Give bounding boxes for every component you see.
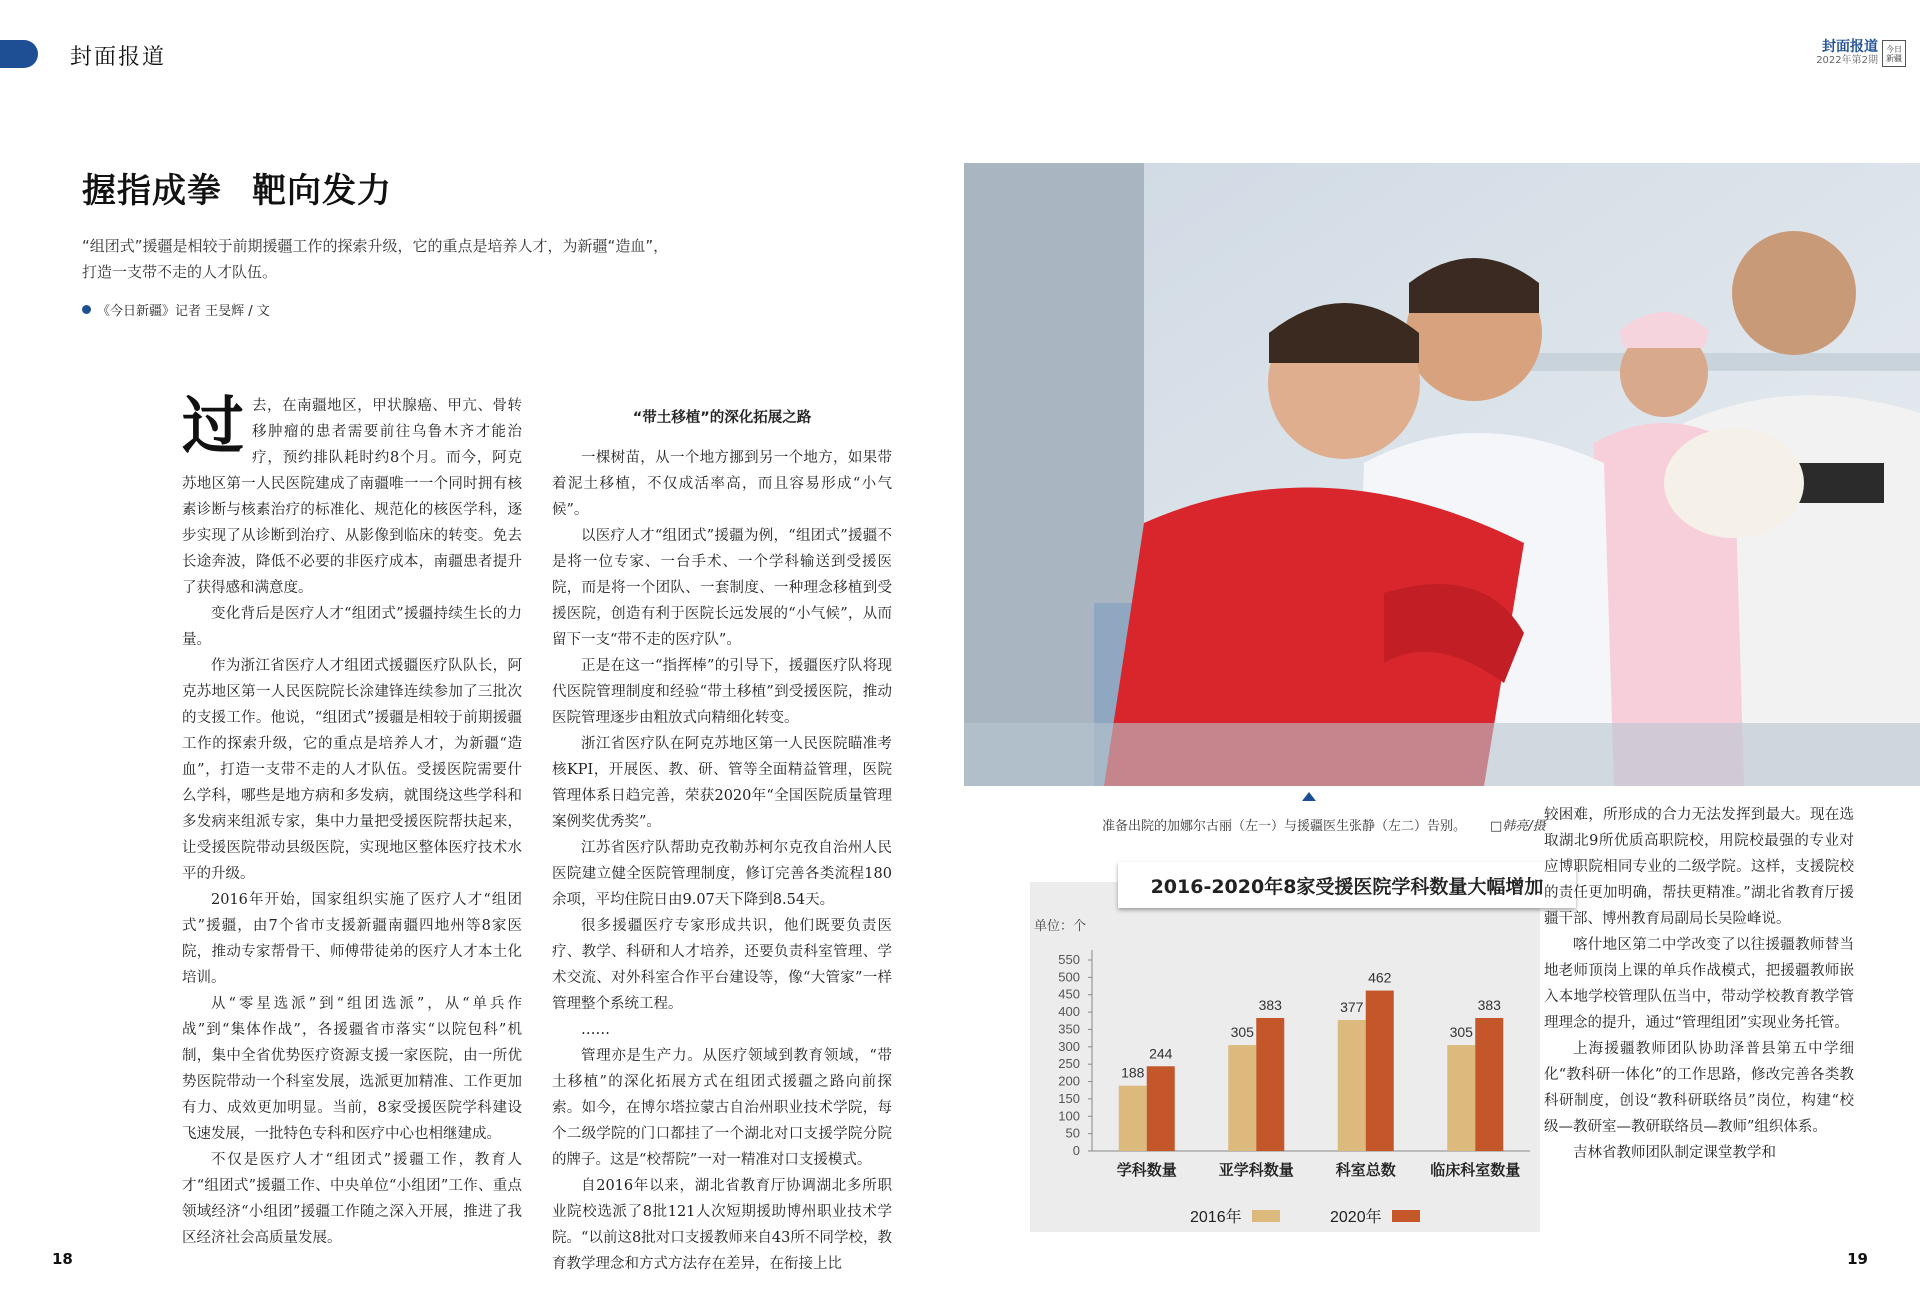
paragraph: 正是在这一“指挥棒”的引导下，援疆医疗队将现代医院管理制度和经验“带土移植”到受援医院，推动医院管理逐步由粗放式向精细化转变。 — [552, 658, 892, 726]
section-subhead: “带土移植”的深化拓展之路 — [632, 410, 812, 426]
paragraph: 一棵树苗，从一个地方挪到另一个地方，如果带着泥土移植，不仅成活率高，而且容易形成“小气候”。 — [552, 450, 892, 518]
section-marker — [0, 40, 38, 68]
paragraph: 浙江省医疗队在阿克苏地区第一人民医院瞄准考核KPI，开展医、教、研、管等全面精益管理，医院管理体系日趋完善，荣获2020年“全国医院质量管理案例奖优秀奖”。 — [552, 736, 892, 830]
y-tick-label: 500 — [1058, 969, 1080, 985]
category-label: 学科数量 — [1116, 1162, 1177, 1179]
article-column-3 — [1544, 802, 1854, 1166]
legend-label: 2016年 — [1190, 1209, 1242, 1226]
y-tick-label: 200 — [1058, 1073, 1080, 1089]
y-tick-label: 350 — [1058, 1021, 1080, 1037]
bar — [1147, 1066, 1175, 1151]
paragraph: 从“零星选派”到“组团选派”，从“单兵作战”到“集体作战”，各援疆省市落实“以院包科”机制，集中全省优势医疗资源支援一家医院，由一所优势医院带动一个科室发展，选派更加精准、工作更加有力、成效更加明显。当前，8家受援医院学科建设飞速发展，一批特色专科和医疗中心也相继建成。 — [182, 996, 522, 1142]
y-tick-label: 150 — [1058, 1090, 1080, 1106]
y-tick-label: 50 — [1065, 1125, 1080, 1141]
article-column-1 — [182, 389, 522, 1251]
bar — [1228, 1045, 1256, 1151]
bar-value-label: 383 — [1258, 996, 1282, 1013]
paragraph: 以医疗人才“组团式”援疆为例，“组团式”援疆不是将一位专家、一台手术、一个学科输送到受援医院，而是将一个团队、一套制度、一种理念移植到受援医院，创造有利于医院长远发展的“小气候”，从而留下一支“带不走的医疗队”。 — [552, 528, 892, 648]
section-title-right: 封面报道 — [1822, 39, 1878, 55]
y-tick-label: 400 — [1058, 1004, 1080, 1020]
paragraph: 2016年开始，国家组织实施了医疗人才“组团式”援疆，由7个省市支援新疆南疆四地州等8家医院，推动专家帮骨干、师傅带徒弟的医疗人才本土化培训。 — [182, 892, 522, 986]
bar-value-label: 305 — [1449, 1024, 1473, 1041]
legend-label: 2020年 — [1330, 1209, 1382, 1226]
paragraph: 喀什地区第二中学改变了以往援疆教师替当地老师顶岗上课的单兵作战模式，把援疆教师嵌入本地学校管理队伍当中，带动学校教育教学管理理念的提升，通过“管理组团”实现业务托管。 — [1544, 937, 1854, 1031]
legend-swatch — [1392, 1210, 1420, 1222]
paragraph: 江苏省医疗队帮助克孜勒苏柯尔克孜自治州人民医院建立健全医院管理制度，修订完善各类流程180余项，平均住院日由9.07天下降到8.54天。 — [552, 840, 892, 908]
paragraph: 较困难，所形成的合力无法发挥到最大。现在选取湖北9所优质高职院校，用院校最强的专业对应博职院相同专业的二级学院。这样，支援院校的责任更加明确，帮扶更精准。”湖北省教育厅援疆干部、博州教育局副局长吴险峰说。 — [1544, 807, 1854, 927]
bar — [1366, 991, 1394, 1151]
photo-caption: 准备出院的加娜尔古丽（左一）与援疆医生张静（左二）告别。 □韩亮/摄 — [1102, 819, 1546, 834]
y-tick-label: 550 — [1058, 952, 1080, 967]
byline-dot — [82, 305, 91, 314]
page-number-left: 18 — [52, 1250, 73, 1268]
y-tick-label: 450 — [1058, 986, 1080, 1002]
header-right — [1816, 40, 1906, 67]
y-tick-label: 100 — [1058, 1108, 1080, 1124]
magazine-logo: 今日 新疆 — [1882, 40, 1906, 67]
drop-cap: 过 — [182, 389, 245, 462]
y-axis-unit-label: 单位：个 — [1034, 918, 1087, 933]
bar-value-label: 383 — [1477, 996, 1501, 1013]
article-column-2 — [552, 393, 892, 1277]
page-number-right: 19 — [1847, 1250, 1868, 1268]
bar — [1256, 1018, 1284, 1151]
category-label: 科室总数 — [1335, 1162, 1396, 1179]
paragraph: …… — [581, 1022, 610, 1038]
bar-value-label: 377 — [1340, 999, 1364, 1016]
bar — [1447, 1045, 1475, 1151]
chart-title: 2016-2020年8家受援医院学科数量大幅增加 — [1118, 862, 1576, 908]
bar — [1475, 1018, 1503, 1151]
paragraph: 吉林省教师团队制定课堂教学和 — [1573, 1145, 1776, 1161]
article-lead: “组团式”援疆是相较于前期援疆工作的探索升级，它的重点是培养人才，为新疆“造血”， 打造一支带不走的人才队伍。 — [82, 237, 669, 281]
bar-value-label: 305 — [1230, 1024, 1254, 1041]
bar-chart — [1030, 882, 1540, 1232]
section-title-left: 封面报道 — [70, 45, 167, 70]
bar-value-label: 462 — [1368, 969, 1392, 986]
paragraph: 变化背后是医疗人才“组团式”援疆持续生长的力量。 — [182, 606, 522, 648]
caption-marker — [1302, 792, 1316, 801]
paragraph: 过去，在南疆地区，甲状腺癌、甲亢、骨转移肿瘤的患者需要前往乌鲁木齐才能治疗，预约排队耗时约8个月。而今，阿克苏地区第一人民医院建成了南疆唯一一个同时拥有核素诊断与核素治疗的标准化、规范化的核医学科，逐步实现了从诊断到治疗、从影像到临床的转变。免去长途奔波，降低不必要的非医疗成本，南疆患者提升了获得感和满意度。 — [182, 389, 522, 596]
bar-value-label: 244 — [1149, 1045, 1173, 1062]
paragraph: 上海援疆教师团队协助泽普县第五中学细化“教科研一体化”的工作思路，修改完善各类教科研制度，创设“教科研联络员”岗位，构建“校级—教研室—教研联络员—教师”组织体系。 — [1544, 1041, 1854, 1135]
paragraph: 作为浙江省医疗人才组团式援疆医疗队队长，阿克苏地区第一人民医院院长涂建锋连续参加了三批次的支援工作。他说，“组团式”援疆是相较于前期援疆工作的探索升级，它的重点是培养人才，为新疆“造血”，打造一支带不走的人才队伍。受援医院需要什么学科，哪些是地方病和多发病，就围绕这些学科和多发病来组派专家，集中力量把受援医院帮扶起来，让受援医院带动县级医院，实现地区整体医疗技术水平的升级。 — [182, 658, 522, 882]
paragraph: 自2016年以来，湖北省教育厅协调湖北多所职业院校选派了8批121人次短期援助博州职业技术学院。“以前这8批对口支援教师来自43所不同学校，教育教学理念和方式方法存在差异，在衔接上比 — [552, 1178, 892, 1272]
photo-credit: □韩亮/摄 — [1490, 819, 1546, 834]
legend-swatch — [1252, 1210, 1280, 1222]
y-tick-label: 250 — [1058, 1056, 1080, 1072]
bar — [1338, 1020, 1366, 1151]
article-title: 握指成拳 靶向发力 — [82, 171, 392, 211]
bar-value-label: 188 — [1121, 1064, 1145, 1081]
hospital-farewell-photo — [964, 163, 1920, 786]
y-tick-label: 300 — [1058, 1038, 1080, 1054]
paragraph: 很多援疆医疗专家形成共识，他们既要负责医疗、教学、科研和人才培养，还要负责科室管理、学术交流、对外科室合作平台建设等，像“大管家”一样管理整个系统工程。 — [552, 918, 892, 1012]
paragraph: 管理亦是生产力。从医疗领域到教育领域，“带土移植”的深化拓展方式在组团式援疆之路向前探索。如今，在博尔塔拉蒙古自治州职业技术学院，每个二级学院的门口都挂了一个湖北对口支援学院分院的牌子。这是“校帮院”一对一精准对口支援模式。 — [552, 1048, 892, 1168]
byline: 《今日新疆》记者 王旻辉 / 文 — [82, 300, 270, 319]
photo-illustration — [964, 163, 1920, 786]
issue-label: 2022年第2期 — [1816, 55, 1878, 66]
bar — [1119, 1086, 1147, 1151]
category-label: 亚学科数量 — [1218, 1162, 1294, 1179]
paragraph: 不仅是医疗人才“组团式”援疆工作，教育人才“组团式”援疆工作、中央单位“小组团”工作、重点领域经济“小组团”援疆工作随之深入开展，推进了我区经济社会高质量发展。 — [182, 1152, 522, 1246]
category-label: 临床科室数量 — [1430, 1162, 1521, 1179]
y-tick-label: 0 — [1072, 1143, 1080, 1158]
